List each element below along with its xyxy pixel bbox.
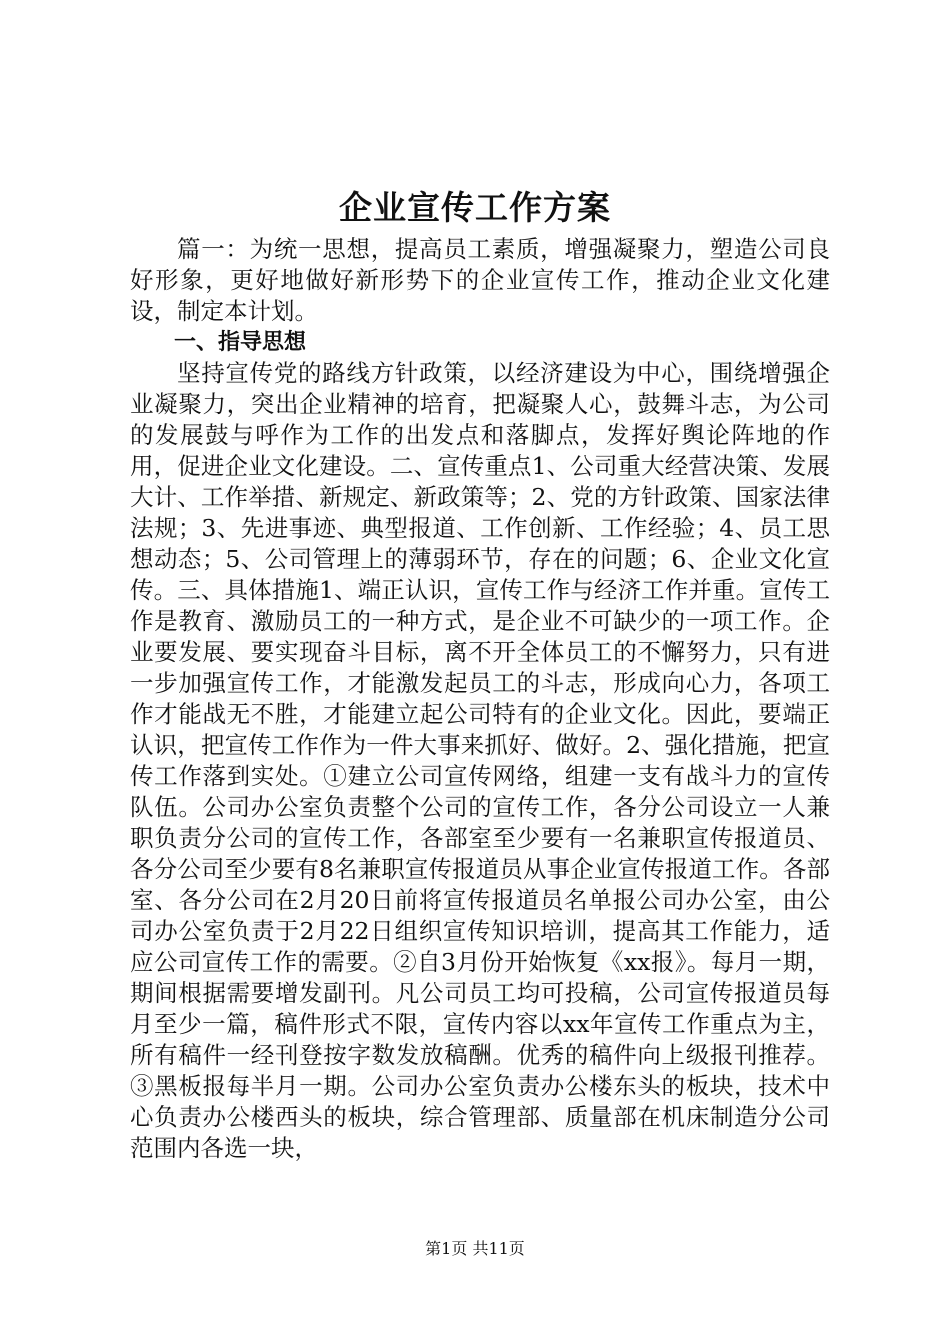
body-paragraph: 坚持宣传党的路线方针政策，以经济建设为中心，围绕增强企业凝聚力，突出企业精神的培育，把凝聚人心，鼓舞斗志，为公司的发展鼓与呼作为工作的出发点和落脚点，发挥好舆论阵地的作用，促进企业文化建设。二、宣传重点1、公司重大经营决策、发展大计、工作举措、新规定、新政策等；2、党的方针政策、国家法律法规；3、先进事迹、典型报道、工作创新、工作经验；4、员工思想动态；5、公司管理上的薄弱环节，存在的问题；6、企业文化宣传。三、具体措施1、端正认识，宣传工作与经济工作并重。宣传工作是教育、激励员工的一种方式，是企业不可缺少的一项工作。企业要发展、要实现奋斗目标，离不开全体员工的不懈努力，只有进一步加强宣传工作，才能激发起员工的斗志，形成向心力，各项工作才能战无不胜，才能建立起公司特有的企业文化。因此，要端正认识，把宣传工作作为一件大事来抓好、做好。2、强化措施，把宣传工作落到实处。①建立公司宣传网络，组建一支有战斗力的宣传队伍。公司办公室负责整个公司的宣传工作，各分公司设立一人兼职负责分公司的宣传工作，各部室至少要有一名兼职宣传报道员、各分公司至少要有8名兼职宣传报道员从事企业宣传报道工作。各部室、各分公司在2月20日前将宣传报道员名单报公司办公室，由公司办公室负责于2月22日组织宣传知识培训，提高其工作能力，适应公司宣传工作的需要。②自3月份开始恢复《xx报》。每月一期，期间根据需要增发副刊。凡公司员工均可投稿，公司宣传报道员每月至少一篇，稿件形式不限，宣传内容以xx年宣传工作重点为主，所有稿件一经刊登按字数发放稿酬。优秀的稿件向上级报刊推荐。③黑板报每半月一期。公司办公室负责办公楼东头的板块，技术中心负责办公楼西头的板块，综合管理部、质量部在机床制造分公司范围内各选一块， bbox=[130, 359, 830, 1162]
document-body bbox=[130, 234, 830, 1164]
page-number-footer: 第1页 共11页 bbox=[425, 1239, 525, 1258]
document-title: 企业宣传工作方案 bbox=[339, 188, 611, 227]
intro-paragraph: 篇一：为统一思想，提高员工素质，增强凝聚力，塑造公司良好形象，更好地做好新形势下的企业宣传工作，推动企业文化建设，制定本计划。 bbox=[130, 235, 830, 325]
section-heading: 一、指导思想 bbox=[174, 330, 307, 355]
